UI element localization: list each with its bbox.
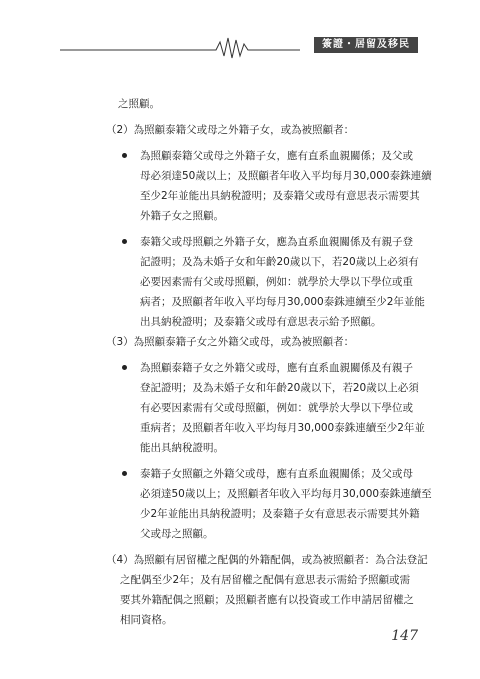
paragraph-line: 至少2年並能出具納稅證明；及泰籍父或母有意思表示需要其 [140, 190, 420, 202]
section-2-heading: （2）為照顧泰籍父或母之外籍子女，或為被照顧者： [106, 124, 355, 136]
paragraph-line: 相同資格。 [120, 614, 173, 626]
paragraph-line: 少2年並能出具納稅證明；及泰籍子女有意思表示需要其外籍 [140, 508, 420, 520]
paragraph-line: 重病者；及照顧者年收入平均每月30,000泰銖連續至少2年並 [140, 422, 425, 434]
paragraph-line: 為照顧泰籍父或母之外籍子女，應有直系血親關係；及父或 [140, 150, 413, 162]
bullet-dot-icon [122, 365, 127, 370]
section-3 [106, 332, 424, 352]
paragraph-line: 出具納稅證明；及泰籍父或母有意思表示給予照顧。 [140, 316, 382, 328]
bullet-dot-icon [122, 471, 127, 476]
page-header [0, 0, 480, 70]
section-4 [106, 550, 428, 630]
paragraph-line: 泰籍子女照顧之外籍父或母，應有直系血親關係；及父或母 [140, 468, 413, 480]
paragraph-line: 父或母之照顧。 [140, 528, 214, 540]
paragraph-line: 病者；及照顧者年收入平均每月30,000泰銖連續至少2年並能 [140, 296, 425, 308]
paragraph-line: 為照顧泰籍子女之外籍父或母，應有直系血親關係及有親子 [140, 362, 413, 374]
page-number: 147 [391, 628, 418, 644]
paragraph-line: 必須達50歲以上；及照顧者年收入平均每月30,000泰銖連續至 [140, 488, 432, 500]
paragraph-line: 必要因素需有父或母照顧，例如：就學於大學以下學位或重 [140, 276, 413, 288]
paragraph-line: 有必要因素需有父或母照顧，例如：就學於大學以下學位或 [140, 402, 413, 414]
paragraph-line: 登記證明；及為未婚子女和年齡20歲以下，若20歲以上必須 [140, 382, 419, 394]
paragraph-line: 外籍子女之照顧。 [140, 210, 224, 222]
paragraph-line: 要其外籍配偶之照顧；及照顧者應有以投資或工作申請居留權之 [120, 594, 414, 606]
paragraph-line: 記證明；及為未婚子女和年齡20歲以下，若20歲以上必須有 [140, 256, 419, 268]
bullet-item [118, 146, 432, 226]
intro-line: 之照顧。 [118, 98, 160, 110]
document-body [106, 94, 432, 630]
section-3-heading: （3）為照顧泰籍子女之外籍父或母，或為被照顧者： [106, 336, 355, 348]
bullet-dot-icon [122, 239, 127, 244]
paragraph-line: 能出具納稅證明。 [140, 442, 224, 454]
paragraph-line: 之配偶至少2年；及有居留權之配偶有意思表示需給予照顧或需 [120, 574, 411, 586]
chapter-title: 簽證・居留及移民 [314, 37, 418, 53]
paragraph-line: 泰籍父或母照顧之外籍子女，應為直系血親關係及有親子登 [140, 236, 413, 248]
bullet-dot-icon [122, 153, 127, 158]
bullet-item [118, 358, 424, 458]
bullet-item [118, 464, 432, 544]
section-2 [106, 120, 424, 140]
bullet-item [118, 232, 424, 332]
section-4-heading: （4）為照顧有居留權之配偶的外籍配偶，或為被照顧者：為合法登記 [106, 554, 428, 566]
paragraph-line: 母必須達50歲以上；及照顧者年收入平均每月30,000泰銖連續 [140, 170, 432, 182]
